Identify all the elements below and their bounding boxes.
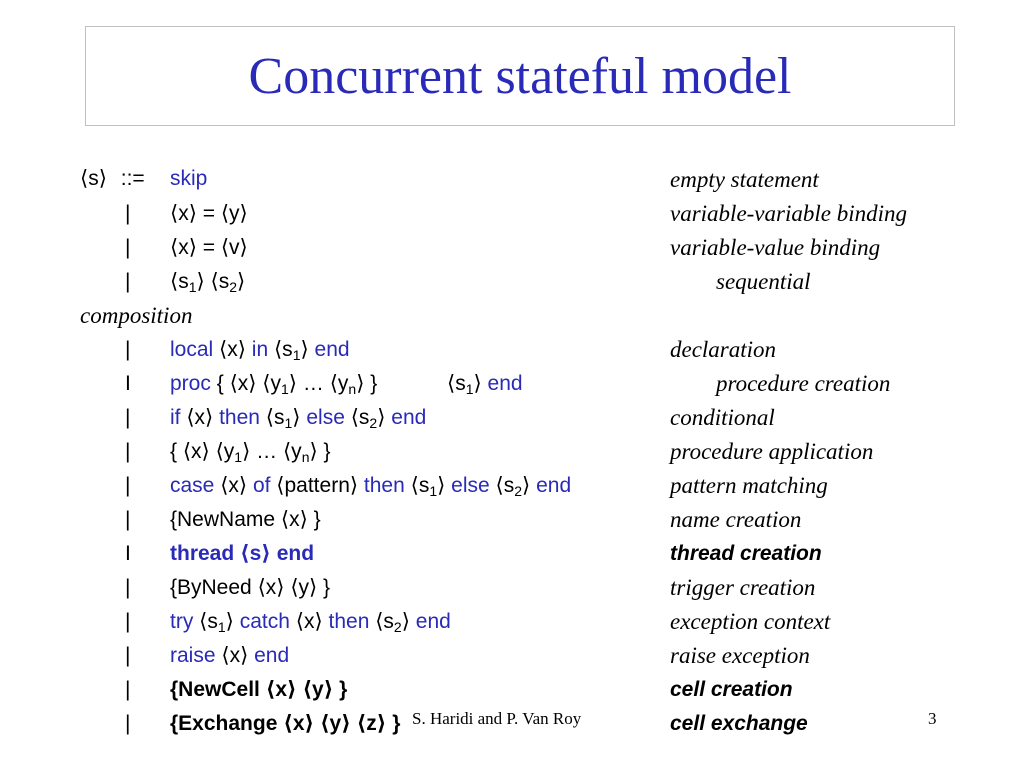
rule-skip: skip: [170, 167, 208, 190]
desc-name-creation: name creation: [670, 507, 802, 532]
desc-conditional: conditional: [670, 405, 775, 430]
rule-sequential: $⟨s_1⟩$ $⟨s_2⟩$: [170, 270, 246, 295]
bar-3: |: [125, 270, 131, 293]
bar-10: |: [125, 508, 131, 531]
rule-apply: { ⟨x⟩ $⟨y_1⟩$ … $⟨y_n⟩$ }: [170, 440, 331, 465]
bar-16: |: [125, 712, 131, 735]
desc-thread-creation: thread creation: [670, 542, 822, 565]
bar-6: I: [125, 372, 131, 395]
bar-7: |: [125, 406, 131, 429]
rule-try: try $⟨s_1⟩$ catch ⟨x⟩ then $⟨s_2⟩$ end: [170, 610, 451, 635]
rule-var-val: ⟨x⟩ = ⟨v⟩: [170, 236, 248, 259]
bar-12: |: [125, 576, 131, 599]
desc-raise-exception: raise exception: [670, 643, 810, 668]
rule-raise: raise ⟨x⟩ end: [170, 644, 290, 667]
rule-local: local ⟨x⟩ in $⟨s_1⟩$ end: [170, 338, 350, 363]
slide-title: Concurrent stateful model: [248, 47, 792, 105]
desc-exception-context: exception context: [670, 609, 831, 634]
rule-case: case ⟨x⟩ of ⟨pattern⟩ then $⟨s_1⟩$ else $⟨s_2⟩$ end: [170, 474, 572, 499]
desc-var-val-binding: variable-value binding: [670, 235, 881, 260]
bar-13: |: [125, 610, 131, 633]
rule-thread: thread ⟨s⟩ end: [170, 542, 315, 565]
rule-exchange: {Exchange ⟨x⟩ ⟨y⟩ ⟨z⟩ }: [170, 712, 401, 735]
page-number: 3: [928, 709, 937, 728]
footer-authors: S. Haridi and P. Van Roy: [412, 709, 582, 728]
bar-15: |: [125, 678, 131, 701]
desc-sequential: sequential: [716, 269, 811, 294]
bar-14: |: [125, 644, 131, 667]
rule-newcell: {NewCell ⟨x⟩ ⟨y⟩ }: [170, 678, 348, 701]
desc-procedure-creation: procedure creation: [716, 371, 891, 396]
rule-var-var: ⟨x⟩ = ⟨y⟩: [170, 202, 248, 225]
bar-9: |: [125, 474, 131, 497]
bar-2: |: [125, 236, 131, 259]
bar-11: I: [125, 542, 131, 565]
desc-declaration: declaration: [670, 337, 777, 362]
rule-byneed: {ByNeed ⟨x⟩ ⟨y⟩ }: [170, 576, 331, 599]
desc-cell-creation: cell creation: [670, 678, 793, 701]
rule-proc-body: $⟨s_1⟩$ end: [447, 372, 523, 397]
title-box: [85, 26, 955, 126]
bar-5: |: [125, 338, 131, 361]
desc-composition: composition: [80, 303, 193, 328]
desc-cell-exchange: cell exchange: [670, 712, 808, 735]
rule-if: if ⟨x⟩ then $⟨s_1⟩$ else $⟨s_2⟩$ end: [170, 406, 427, 431]
bar-8: |: [125, 440, 131, 463]
desc-pattern-matching: pattern matching: [670, 473, 828, 498]
rule-proc: proc { ⟨x⟩ $⟨y_1⟩$ … $⟨y_n⟩$ }: [170, 372, 378, 397]
rule-newname: {NewName ⟨x⟩ }: [170, 508, 321, 531]
desc-trigger-creation: trigger creation: [670, 575, 816, 600]
grammar-lhs: ⟨s⟩ ::=: [80, 167, 145, 190]
desc-var-var-binding: variable-variable binding: [670, 201, 907, 226]
desc-procedure-application: procedure application: [670, 439, 874, 464]
bar-1: |: [125, 202, 131, 225]
desc-empty-statement: empty statement: [670, 167, 819, 192]
